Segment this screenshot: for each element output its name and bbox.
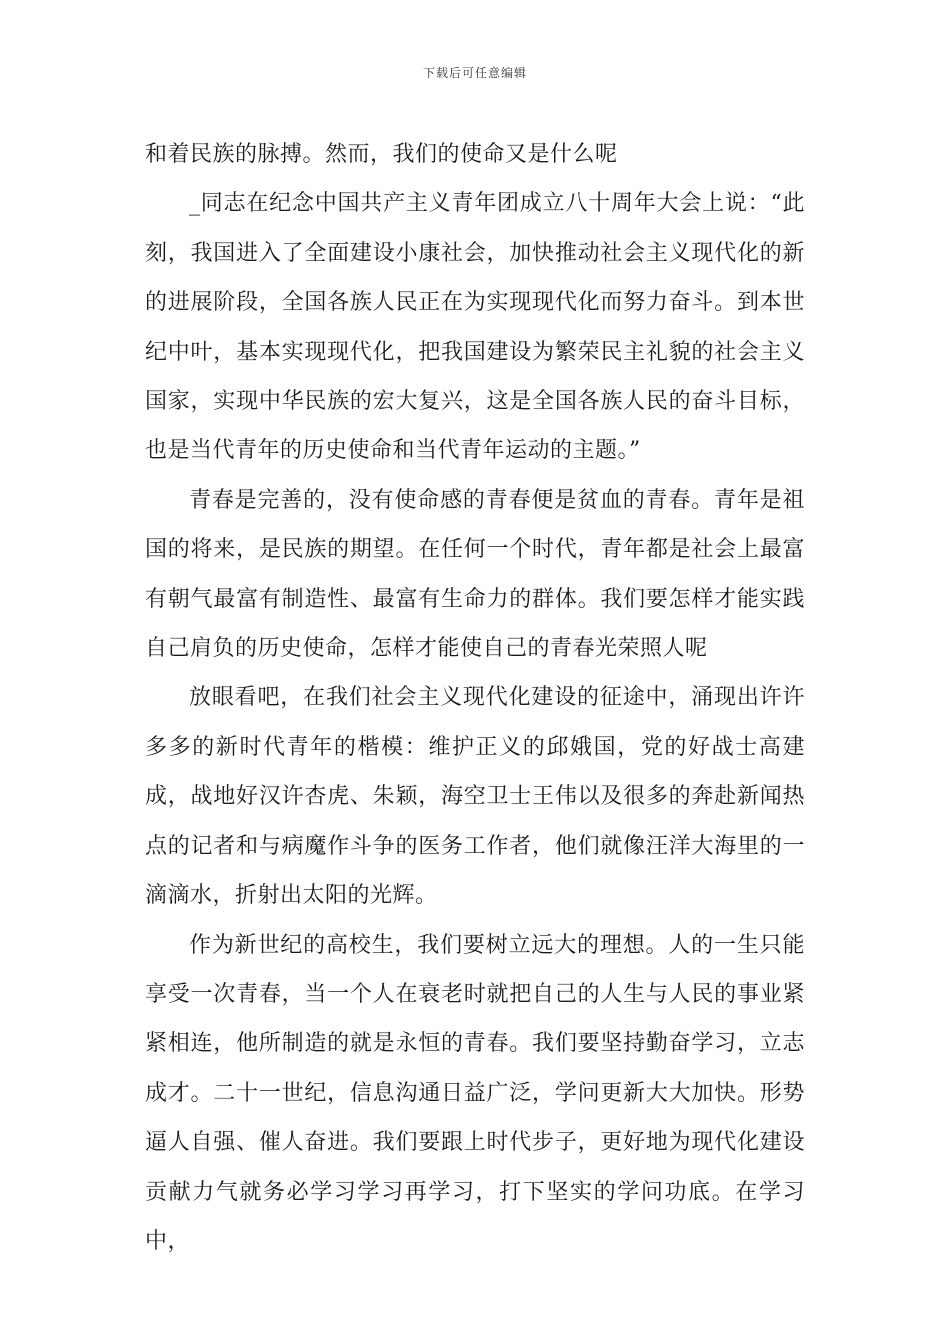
- paragraph: 和着民族的脉搏。然而，我们的使命又是什么呢: [145, 142, 618, 167]
- document-body: [145, 130, 805, 1266]
- paragraph: 青春是完善的，没有使命感的青春便是贫血的青春。青年是祖国的将来，是民族的期望。在任何一个时代，青年都是社会上最富有朝气最富有制造性、最富有生命力的群体。我们要怎样才能实践自己肩负的历史使命，怎样才能使自己的青春光荣照人呢: [145, 487, 805, 662]
- page-header-note: 下载后可任意编辑: [422, 66, 527, 80]
- paragraph: 放眼看吧，在我们社会主义现代化建设的征途中，涌现出许许多多的新时代青年的楷模：维护正义的邱娥国，党的好战士高建成，战地好汉许杏虎、朱颖，海空卫士王伟以及很多的奔赴新闻热点的记者和与病魔作斗争的医务工作者，他们就像汪洋大海里的一滴滴水，折射出太阳的光辉。: [145, 685, 805, 909]
- paragraph: 作为新世纪的高校生，我们要树立远大的理想。人的一生只能享受一次青春，当一个人在衰老时就把自己的人生与人民的事业紧紧相连，他所制造的就是永恒的青春。我们要坚持勤奋学习，立志成才。二十一世纪，信息沟通日益广泛，学问更新大大加快。形势逼人自强、催人奋进。我们要跟上时代步子，更好地为现代化建设贡献力气就务必学习学习再学习，打下坚实的学问功底。在学习中，: [145, 932, 805, 1254]
- paragraph: _同志在纪念中国共产主义青年团成立八十周年大会上说：“此刻，我国进入了全面建设小康社会，加快推动社会主义现代化的新的进展阶段，全国各族人民正在为实现现代化而努力奋斗。到本世纪中叶，基本实现现代化，把我国建设为繁荣民主礼貌的社会主义国家，实现中华民族的宏大复兴，这是全国各族人民的奋斗目标，也是当代青年的历史使命和当代青年运动的主题。”: [145, 191, 805, 464]
